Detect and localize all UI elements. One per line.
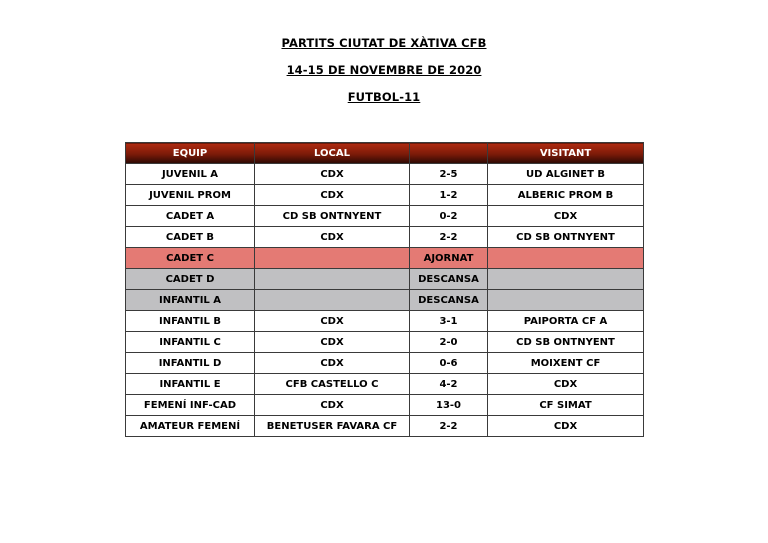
table-row <box>126 332 644 353</box>
cell-score: DESCANSA <box>410 269 488 290</box>
cell-team: FEMENÍ INF-CAD <box>126 395 255 416</box>
table-row <box>126 395 644 416</box>
cell-visitor <box>488 248 644 269</box>
document-category: FUTBOL-11 <box>347 90 421 104</box>
cell-team: CADET C <box>126 248 255 269</box>
cell-visitor <box>488 290 644 311</box>
cell-score: 2-5 <box>410 164 488 185</box>
cell-local <box>255 248 410 269</box>
table-row <box>126 374 644 395</box>
table-row <box>126 416 644 437</box>
cell-team: INFANTIL A <box>126 290 255 311</box>
cell-local: CD SB ONTNYENT <box>255 206 410 227</box>
table-row <box>126 185 644 206</box>
cell-local: CDX <box>255 164 410 185</box>
cell-team: CADET B <box>126 227 255 248</box>
cell-visitor: ALBERIC PROM B <box>488 185 644 206</box>
cell-local: CDX <box>255 395 410 416</box>
cell-score: 3-1 <box>410 311 488 332</box>
cell-local: CDX <box>255 185 410 206</box>
header-score <box>410 143 488 164</box>
cell-team: AMATEUR FEMENÍ <box>126 416 255 437</box>
cell-local: CDX <box>255 332 410 353</box>
header-local: LOCAL <box>255 143 410 164</box>
cell-score: 2-2 <box>410 227 488 248</box>
table-row-postponed <box>126 248 644 269</box>
cell-local: BENETUSER FAVARA CF <box>255 416 410 437</box>
cell-visitor: CDX <box>488 416 644 437</box>
results-table <box>125 142 644 437</box>
table-row <box>126 353 644 374</box>
cell-score: 0-2 <box>410 206 488 227</box>
cell-score: DESCANSA <box>410 290 488 311</box>
cell-score: AJORNAT <box>410 248 488 269</box>
table-row-rest <box>126 290 644 311</box>
table-row-rest <box>126 269 644 290</box>
cell-score: 0-6 <box>410 353 488 374</box>
cell-visitor: CD SB ONTNYENT <box>488 227 644 248</box>
cell-score: 2-0 <box>410 332 488 353</box>
cell-team: INFANTIL D <box>126 353 255 374</box>
cell-score: 2-2 <box>410 416 488 437</box>
cell-local: CDX <box>255 311 410 332</box>
cell-score: 1-2 <box>410 185 488 206</box>
cell-local: CDX <box>255 353 410 374</box>
header-team: EQUIP <box>126 143 255 164</box>
table-row <box>126 227 644 248</box>
cell-team: JUVENIL A <box>126 164 255 185</box>
cell-visitor: MOIXENT CF <box>488 353 644 374</box>
cell-visitor: CF SIMAT <box>488 395 644 416</box>
cell-visitor: UD ALGINET B <box>488 164 644 185</box>
cell-local <box>255 269 410 290</box>
table-header-row <box>126 143 644 164</box>
cell-team: INFANTIL E <box>126 374 255 395</box>
document-dates: 14-15 DE NOVEMBRE DE 2020 <box>286 63 482 77</box>
cell-team: INFANTIL C <box>126 332 255 353</box>
header-visitor: VISITANT <box>488 143 644 164</box>
cell-visitor <box>488 269 644 290</box>
cell-score: 13-0 <box>410 395 488 416</box>
cell-local: CFB CASTELLO C <box>255 374 410 395</box>
table-row <box>126 311 644 332</box>
table-row <box>126 164 644 185</box>
cell-team: INFANTIL B <box>126 311 255 332</box>
cell-local <box>255 290 410 311</box>
cell-team: CADET D <box>126 269 255 290</box>
cell-visitor: CDX <box>488 374 644 395</box>
cell-team: JUVENIL PROM <box>126 185 255 206</box>
document-title: PARTITS CIUTAT DE XÀTIVA CFB <box>281 36 487 50</box>
cell-visitor: CD SB ONTNYENT <box>488 332 644 353</box>
cell-team: CADET A <box>126 206 255 227</box>
cell-score: 4-2 <box>410 374 488 395</box>
table-row <box>126 206 644 227</box>
cell-visitor: PAIPORTA CF A <box>488 311 644 332</box>
cell-visitor: CDX <box>488 206 644 227</box>
cell-local: CDX <box>255 227 410 248</box>
